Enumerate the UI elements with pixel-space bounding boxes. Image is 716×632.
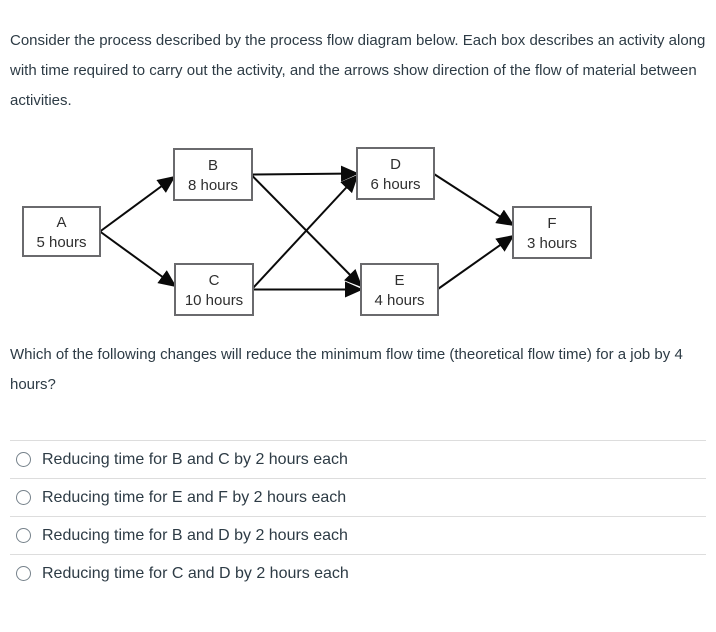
node-b-time: 8 hours [187,177,239,194]
answer-options [10,440,706,592]
radio-button-2[interactable] [16,490,31,505]
edge-d-f [434,174,513,225]
diagram-edges [100,174,513,290]
radio-button-1[interactable] [16,452,31,467]
option-2-label: Reducing time for E and F by 2 hours each [42,488,347,506]
quiz-question-page [0,26,716,592]
option-4-label: Reducing time for C and D by 2 hours each [42,564,349,582]
process-flow-diagram [10,138,630,326]
node-a [23,207,100,256]
answer-option-1[interactable] [10,440,706,478]
node-c [175,264,253,315]
edge-a-b [100,177,174,232]
option-3-label: Reducing time for B and D by 2 hours each [42,526,348,544]
node-e [361,264,438,315]
node-b-label: B [207,157,219,174]
edge-b-d [252,174,357,175]
node-d-time: 6 hours [370,176,421,193]
answer-option-3[interactable] [10,516,706,554]
edge-e-f [438,236,513,289]
radio-button-3[interactable] [16,528,31,543]
answer-option-4[interactable] [10,554,706,592]
node-e-label: E [394,272,405,289]
node-c-label: C [208,272,220,289]
question-intro-text: Consider the process described by the process flow diagram below. Each box describes an activity along with time required to carry out the activity, and the arrows show direction of the flow of material between activities. [10,32,706,109]
answer-option-2[interactable] [10,478,706,516]
node-c-time: 10 hours [184,292,244,309]
node-b [174,149,252,200]
node-d-label: D [390,156,401,173]
radio-button-4[interactable] [16,566,31,581]
node-e-time: 4 hours [374,292,425,309]
node-f-time: 3 hours [526,235,578,252]
node-d [357,148,434,199]
question-text: Which of the following changes will reduce the minimum flow time (theoretical flow time) for a job by 4 hours? [10,346,683,393]
option-1-label: Reducing time for B and C by 2 hours each [42,450,348,468]
node-a-label: A [56,214,67,231]
node-f [513,207,591,258]
edge-a-c [100,232,175,287]
node-f-label: F [547,215,557,232]
node-a-time: 5 hours [36,234,87,251]
